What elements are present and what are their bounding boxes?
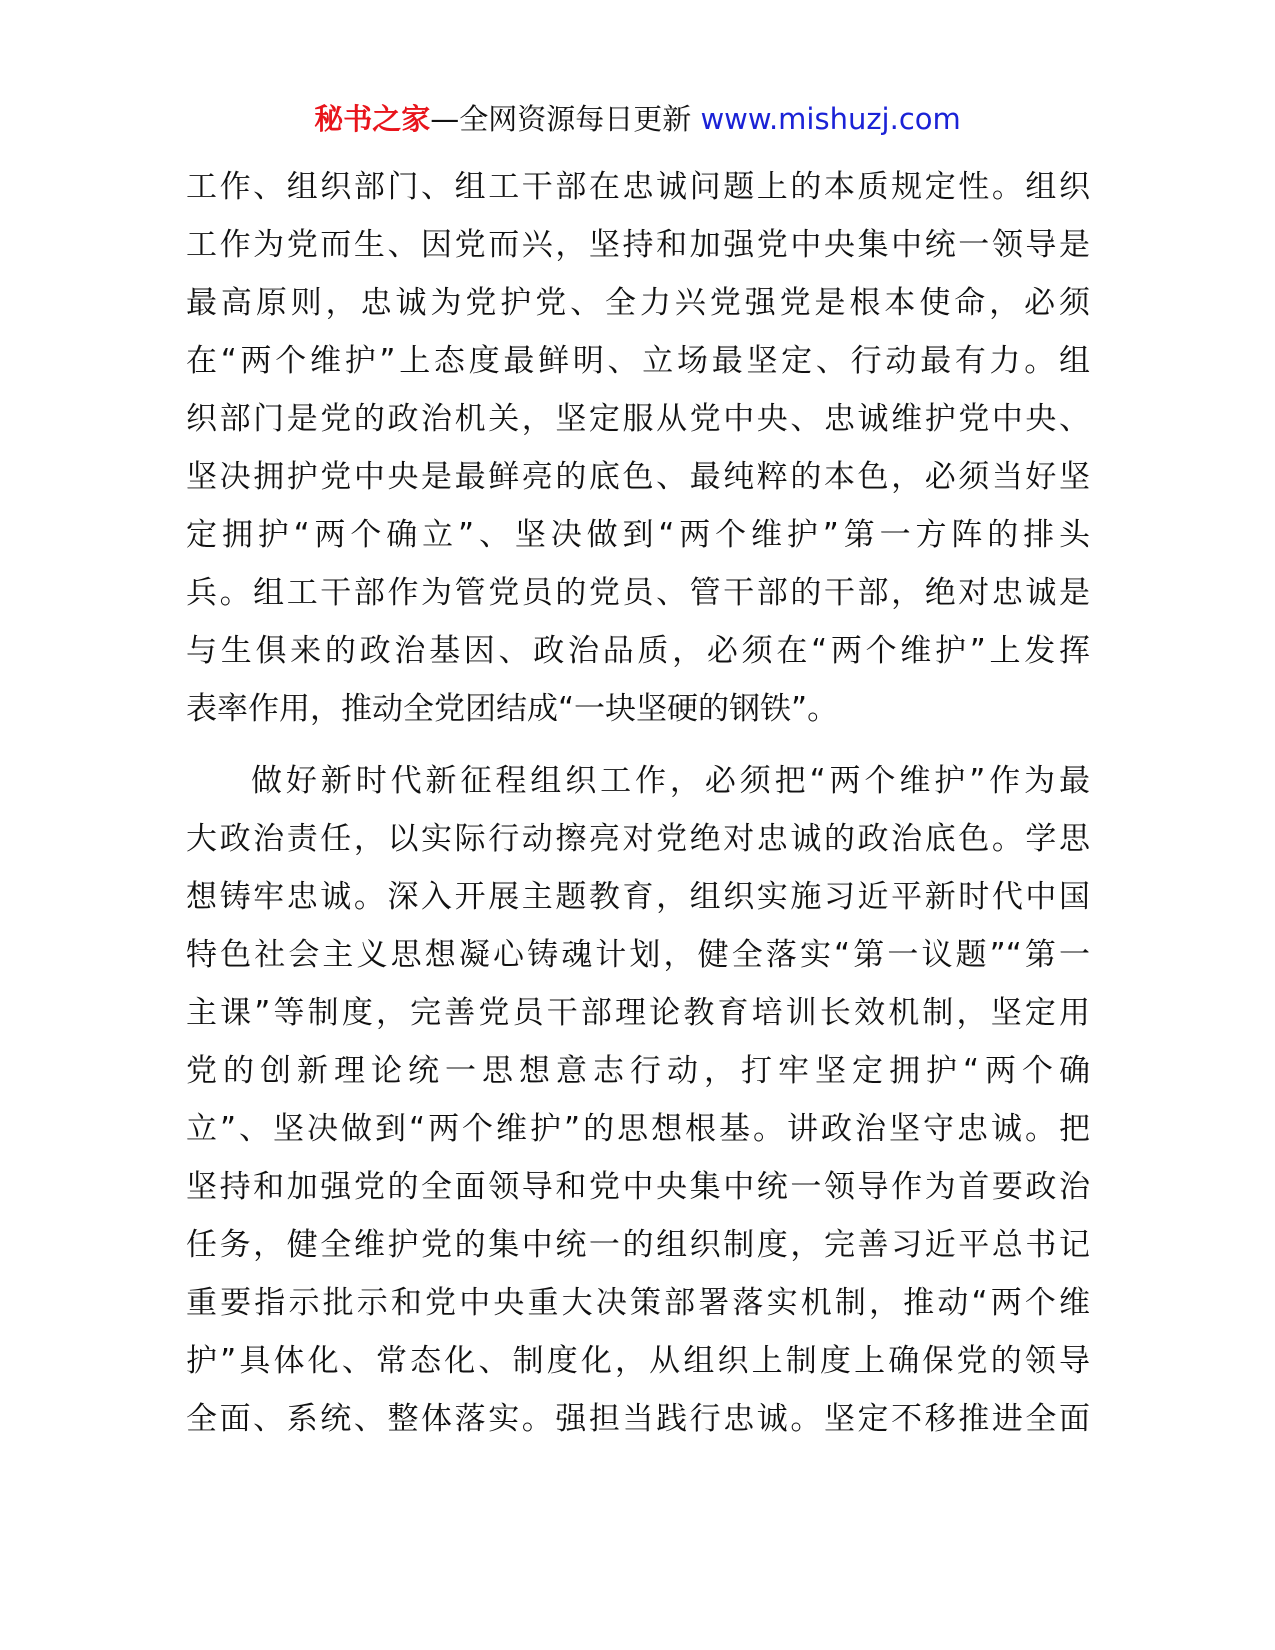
text-line: 全面、系统、整体落实。强担当践行忠诚。坚定不移推进全面 [186, 1401, 1090, 1437]
text-line: 在“两个维护”上态度最鲜明、立场最坚定、行动最有力。组 [186, 343, 1090, 379]
text-line: 坚持和加强党的全面领导和党中央集中统一领导作为首要政治 [186, 1169, 1090, 1205]
text-line: 特色社会主义思想凝心铸魂计划，健全落实“第一议题”“第一 [186, 937, 1090, 973]
text-line: 做好新时代新征程组织工作，必须把“两个维护”作为最 [251, 763, 1090, 799]
text-line: 立”、坚决做到“两个维护”的思想根基。讲政治坚守忠诚。把 [186, 1111, 1090, 1147]
paragraph-spacer [186, 738, 1090, 752]
text-line: 兵。组工干部作为管党员的党员、管干部的干部，绝对忠诚是 [186, 575, 1090, 611]
text-line: 织部门是党的政治机关，坚定服从党中央、忠诚维护党中央、 [186, 401, 1090, 437]
text-line: 与生俱来的政治基因、政治品质，必须在“两个维护”上发挥 [186, 633, 1090, 669]
text-line: 定拥护“两个确立”、坚决做到“两个维护”第一方阵的排头 [186, 517, 1090, 553]
text-line: 工作、组织部门、组工干部在忠诚问题上的本质规定性。组织 [186, 169, 1090, 205]
article-body [186, 158, 1090, 1448]
text-line: 党的创新理论统一思想意志行动，打牢坚定拥护“两个确 [186, 1053, 1090, 1089]
header-tagline: —全网资源每日更新 [430, 102, 701, 136]
text-line: 大政治责任，以实际行动擦亮对党绝对忠诚的政治底色。学思 [186, 821, 1090, 857]
text-line: 重要指示批示和党中央重大决策部署落实机制，推动“两个维 [186, 1285, 1090, 1321]
page-header [0, 98, 1275, 140]
text-line: 护”具体化、常态化、制度化，从组织上制度上确保党的领导 [186, 1343, 1090, 1379]
paragraph-1 [186, 158, 1090, 738]
text-line: 主课”等制度，完善党员干部理论教育培训长效机制，坚定用 [186, 995, 1090, 1031]
text-line: 任务，健全维护党的集中统一的组织制度，完善习近平总书记 [186, 1227, 1090, 1263]
text-line: 工作为党而生、因党而兴，坚持和加强党中央集中统一领导是 [186, 227, 1090, 263]
text-line: 表率作用，推动全党团结成“一块坚硬的钢铁”。 [186, 691, 839, 727]
text-line: 最高原则，忠诚为党护党、全力兴党强党是根本使命，必须 [186, 285, 1090, 321]
site-url-link[interactable]: www.mishuzj.com [700, 102, 961, 136]
paragraph-2 [186, 752, 1090, 1448]
brand-name: 秘书之家 [314, 102, 431, 136]
text-line: 想铸牢忠诚。深入开展主题教育，组织实施习近平新时代中国 [186, 879, 1090, 915]
text-line: 坚决拥护党中央是最鲜亮的底色、最纯粹的本色，必须当好坚 [186, 459, 1090, 495]
